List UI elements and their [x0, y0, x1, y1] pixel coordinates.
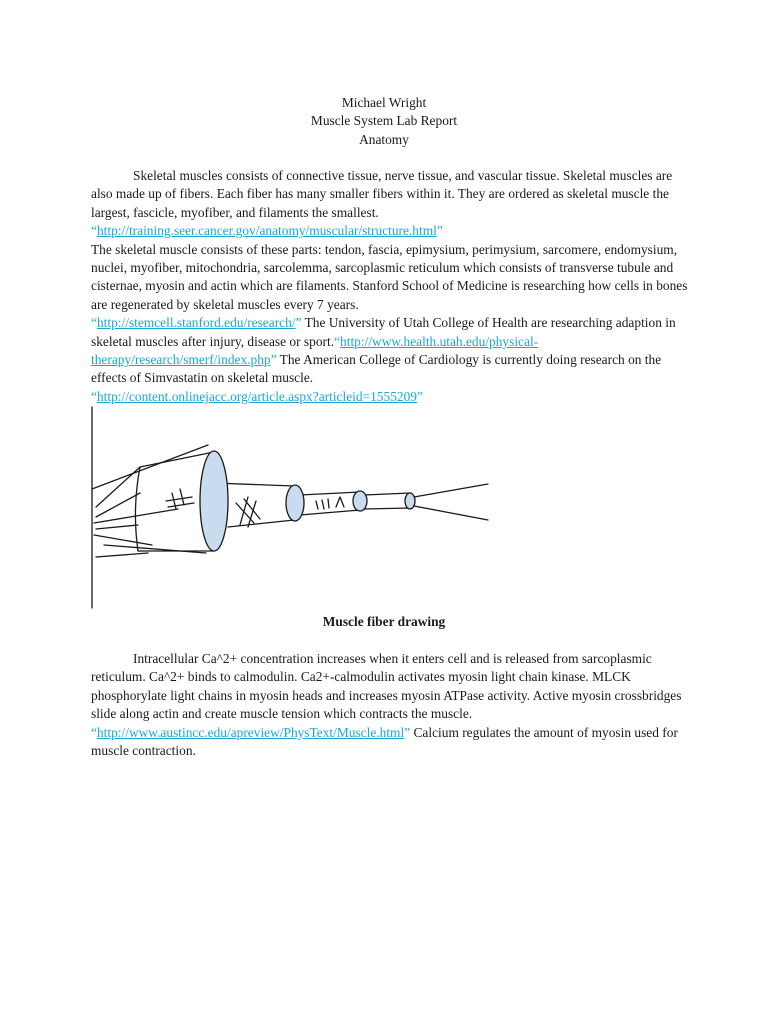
link-stanford-stemcell[interactable]: http://stemcell.stanford.edu/research/	[96, 315, 296, 331]
tick-mark	[328, 499, 329, 508]
filament-strand	[414, 484, 488, 497]
paragraph-text: Calcium regulates the amount of myosin used for muscle contraction.	[91, 724, 678, 759]
filament-outline	[364, 508, 410, 509]
tendon-line	[96, 525, 138, 529]
paragraph-text: The skeletal muscle consists of these parts: tendon, fascia, epimysium, perimysium, sarcomere, endomysium, nuclei, myofiber, mitochondria, sarcolemma, sarcoplasmic reticulum which consists of transverse tubule and cisternae, myosin and actin which are filaments. Stanford School of Medicine is researching how cells in bones are regenerated by skeletal muscles every 7 years.	[91, 241, 688, 312]
report-subject: Anatomy	[359, 131, 409, 147]
link-utah-health[interactable]: http://www.health.utah.edu/physical-therapy/research/smerf/index.php	[91, 333, 539, 368]
body-section-2	[91, 650, 691, 760]
link-austincc[interactable]: http://www.austincc.edu/apreview/PhysText/Muscle.html	[96, 724, 405, 740]
hatch-mark	[168, 503, 194, 507]
fascicle-cross-section	[286, 485, 304, 521]
hatch-mark	[240, 497, 248, 525]
tendon-line	[104, 545, 206, 553]
filament-cross-section	[405, 493, 415, 509]
tendon-line	[96, 553, 148, 557]
tendon-line	[92, 445, 208, 489]
hatch-mark	[180, 489, 184, 505]
paragraph-text: Skeletal muscles consists of connective tissue, nerve tissue, and vascular tissue. Skeletal muscles are also made up of fibers. Each fiber has many smaller fibers within it. They are ordered as skeletal muscle the largest, fascicle, myofiber, and filaments the smallest.	[91, 168, 673, 220]
myofiber-cross-section	[353, 491, 367, 511]
tendon-line	[96, 493, 140, 517]
paragraph-structure: Skeletal muscles consists of connective tissue, nerve tissue, and vascular tissue. Skeletal muscles are also made up of fibers. Each fiber has many smaller fibers within it. They are ordered as skeletal muscle the largest, fascicle, myofiber, and filaments the smallest. “http://training.seer.cancer.gov/anatomy/muscular/structure.html”	[91, 168, 673, 239]
tick-mark	[316, 501, 318, 509]
muscle-fiber-drawing	[88, 405, 498, 615]
figure-caption: Muscle fiber drawing	[322, 614, 446, 629]
tick-mark	[322, 500, 324, 509]
link-seer-cancer[interactable]: http://training.seer.cancer.gov/anatomy/muscular/structure.html	[96, 223, 437, 239]
muscle-cross-section	[200, 451, 228, 551]
paragraph-text: The American College of Cardiology is currently doing research on the effects of Simvastatin on skeletal muscle.	[91, 352, 662, 386]
paragraph-text: Intracellular Ca^2+ concentration increases when it enters cell and is released from sarcoplasmic reticulum. Ca^2+ binds to calmodulin. Ca2+-calmodulin activates myosin light chain kinase. MLCK phosphorylate light chains in myosin heads and increases myosin ATPase activity. Active myosin crossbridges slide along actin and create muscle tension which contracts the muscle.	[91, 651, 682, 722]
muscle-outline	[140, 452, 214, 467]
tick-mark	[336, 497, 344, 507]
author-name: Michael Wright	[341, 95, 427, 110]
tendon-line	[94, 535, 152, 545]
paragraph-calcium: Intracellular Ca^2+ concentration increases when it enters cell and is released from sarcoplasmic reticulum. Ca^2+ binds to calmodulin. Ca2+-calmodulin activates myosin light chain kinase. MLCK phosphorylate light chains in myosin heads and increases myosin ATPase activity. Active myosin crossbridges slide along actin and create muscle tension which contracts the muscle. “http://www.austincc.edu/apreview/PhysText/Muscle.html” Calcium regulates the amount of myosin used for muscle contraction.	[91, 651, 682, 759]
hatch-mark	[166, 497, 192, 501]
filament-strand	[414, 506, 488, 520]
link-onlinejacc[interactable]: http://content.onlinejacc.org/article.aspx?articleid=1555209	[96, 388, 417, 404]
report-header	[0, 94, 768, 149]
paragraph-parts: The skeletal muscle consists of these parts: tendon, fascia, epimysium, perimysium, sarcomere, endomysium, nuclei, myofiber, mitochondria, sarcolemma, sarcoplasmic reticulum which consists of transverse tubule and cisternae, myosin and actin which are filaments. Stanford School of Medicine is researching how cells in bones are regenerated by skeletal muscles every 7 years. “http://stemcell.stanford.edu/research/” The University of Utah College of Health are researching adaption in skeletal muscles after injury, disease or sport.“http://www.health.utah.edu/physical-therapy/research/smerf/index.php” The American College of Cardiology is currently doing research on the effects of Simvastatin on skeletal muscle. “http://content.onlinejacc.org/article.aspx?articleid=1555209”	[91, 241, 688, 404]
filament-outline	[364, 493, 410, 495]
myofiber-outline	[300, 492, 360, 495]
paragraph-text: The University of Utah College of Health are researching adaption in skeletal muscles after injury, disease or sport.	[91, 315, 676, 349]
report-title: Muscle System Lab Report	[310, 113, 458, 129]
body-section-1	[91, 167, 691, 406]
fascicle-outline	[228, 520, 294, 527]
myofiber-outline	[300, 510, 360, 515]
muscle-outline	[135, 467, 140, 551]
